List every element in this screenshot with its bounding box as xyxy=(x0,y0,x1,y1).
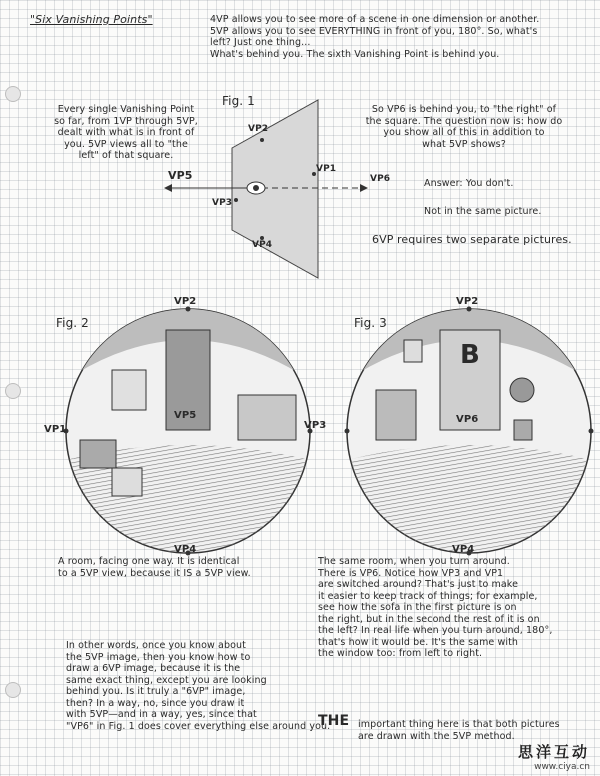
not-same-text: Not in the same picture. xyxy=(424,206,542,217)
fig1-vp4-label: VP4 xyxy=(252,240,273,250)
fig2-vp2-label: VP2 xyxy=(174,296,197,307)
fig3-picture xyxy=(404,340,422,362)
fig3-vp4-label: VP4 xyxy=(452,544,475,555)
fig2-vp1-label: VP1 xyxy=(44,424,67,435)
fig3-letter: B xyxy=(460,340,480,370)
fig3-label: Fig. 3 xyxy=(354,316,387,330)
watermark-url: www.ciya.cn xyxy=(534,762,590,772)
fig1-vp3-label: VP3 xyxy=(212,198,233,208)
fig1-vp1-label: VP1 xyxy=(316,164,337,174)
fig2-vp4-label: VP4 xyxy=(174,544,197,555)
requires-text: 6VP requires two separate pictures. xyxy=(372,233,572,246)
fig3-right-dot xyxy=(589,429,594,434)
fig1-label: Fig. 1 xyxy=(222,94,255,108)
fig2-label: Fig. 2 xyxy=(56,316,89,330)
page-title: "Six Vanishing Points" xyxy=(30,13,153,26)
answer-text: Answer: You don't. xyxy=(424,178,514,189)
intro-text: 4VP allows you to see more of a scene in one dimension or another. 5VP allows you to see EVERYTHING in front of you, 180°. So, what's left? Just one thing... What's behind you. The sixth Vanishing Point is behind you. xyxy=(210,14,540,60)
right-note: So VP6 is behind you, to "the right" of the square. The question now is: how do you show all of this in addition to what 5VP shows? xyxy=(365,104,563,150)
watermark xyxy=(518,741,590,772)
fig3-vp2-label: VP2 xyxy=(456,296,479,307)
fig1-vp2-label: VP2 xyxy=(248,124,269,134)
fig3-floor xyxy=(347,445,591,553)
fig3-plant xyxy=(510,378,534,402)
left-note: Every single Vanishing Point so far, from 1VP through 5VP, dealt with what is in front of you. 5VP views all to "the left" of that square. xyxy=(54,104,198,161)
fig3-caption: The same room, when you turn around. There is VP6. Notice how VP3 and VP1 are switched around? That's just to make it easier to keep track of things; for example, see how the sofa in the first picture is on the right, but in the second the rest of it is on the left? In real life when you turn around, 180°, that's how it would be. It's the same with the window too: from left to right. xyxy=(318,556,553,659)
fig3-stand xyxy=(514,420,532,440)
fig2-window xyxy=(112,370,146,410)
watermark-cn: 思洋互动 xyxy=(517,743,590,761)
fig1-vp5-label: VP5 xyxy=(168,169,193,182)
in-other-words-text: In other words, once you know about the 5VP image, then you know how to draw a 6VP image, because it is the same exact thing, except you are looking behind you. Is it truly a "6VP" image, then? In a way, no, since you draw it with 5VP—and in a way, yes, since that "VP6" in Fig. 1 does cover everything else around you. xyxy=(66,640,331,732)
fig2-box xyxy=(112,468,142,496)
fig3-sofa xyxy=(376,390,416,440)
fig2-vp3-label: VP3 xyxy=(304,420,327,431)
fig2-sofa xyxy=(238,395,296,440)
important-emphasis: THE xyxy=(318,713,350,729)
fig2-caption: A room, facing one way. It is identical to a 5VP view, because it IS a 5VP view. xyxy=(58,556,251,579)
fig3-left-dot xyxy=(345,429,350,434)
fig1-vp6-label: VP6 xyxy=(370,174,391,184)
important-text: important thing here is that both pictures are drawn with the 5VP method. xyxy=(358,719,560,742)
fig2-table xyxy=(80,440,116,468)
fig3-vp6-label: VP6 xyxy=(456,414,479,425)
fig2-vp5-label: VP5 xyxy=(174,410,197,421)
